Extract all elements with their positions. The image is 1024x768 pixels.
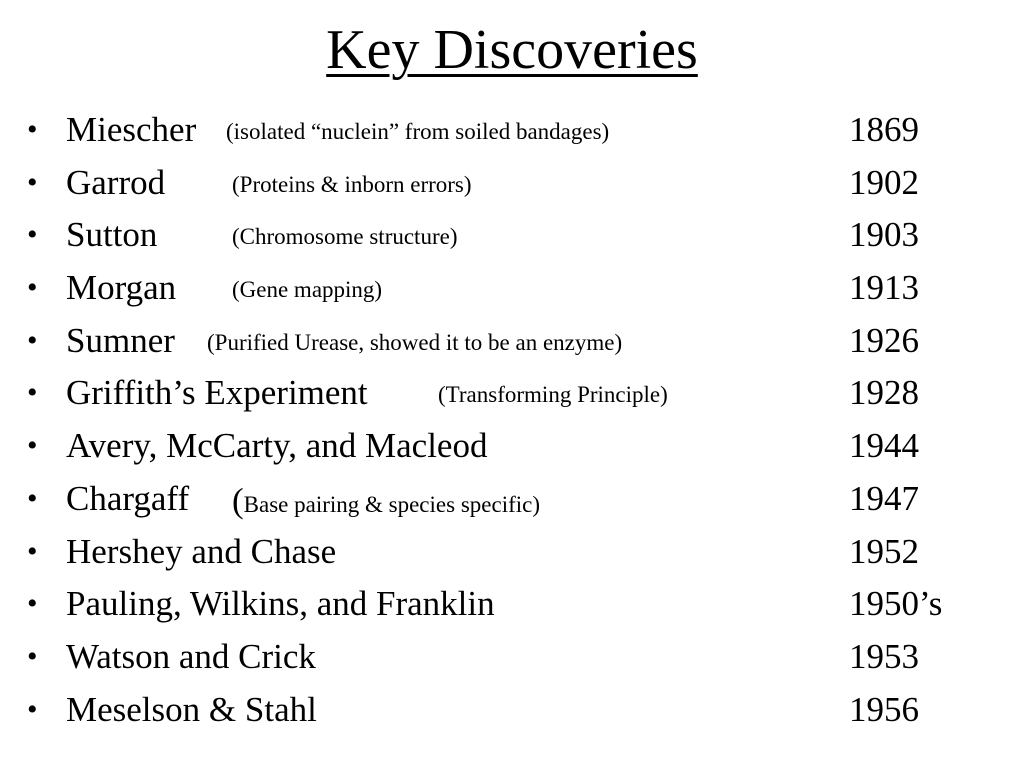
item-name: Morgan xyxy=(66,268,177,308)
list-item xyxy=(0,104,1024,157)
bullet-icon: • xyxy=(27,481,38,515)
list-item xyxy=(0,367,1024,420)
item-name: Garrod xyxy=(66,162,166,202)
item-note: (Chromosome structure) xyxy=(232,224,458,250)
bullet-icon: • xyxy=(27,639,38,673)
item-name: Chargaff xyxy=(66,478,190,518)
discoveries-list xyxy=(0,104,1024,736)
item-note: (Gene mapping) xyxy=(232,277,383,303)
bullet-icon: • xyxy=(27,113,38,146)
bullet-icon: • xyxy=(27,271,38,305)
item-note: (Proteins & inborn errors) xyxy=(232,171,472,197)
item-year: 1944 xyxy=(849,426,919,466)
item-note xyxy=(232,475,540,531)
list-item xyxy=(0,262,1024,315)
bullet-icon: • xyxy=(27,323,38,357)
item-note: (Transforming Principle) xyxy=(438,382,668,408)
item-name: Griffith’s Experiment xyxy=(66,373,368,413)
item-year: 1902 xyxy=(849,162,919,202)
item-note: (Purified Urease, showed it to be an enzyme) xyxy=(207,329,623,355)
item-year: 1956 xyxy=(849,689,919,729)
item-year: 1869 xyxy=(849,110,919,149)
item-year: 1953 xyxy=(849,636,919,676)
list-item xyxy=(0,209,1024,262)
bullet-icon: • xyxy=(27,587,38,621)
bullet-icon: • xyxy=(27,692,38,726)
item-year: 1950’s xyxy=(849,584,943,624)
item-name: Sumner xyxy=(66,320,175,360)
item-year: 1952 xyxy=(849,531,919,571)
item-name: Pauling, Wilkins, and Franklin xyxy=(66,584,495,624)
bullet-icon: • xyxy=(27,429,38,463)
item-name: Avery, McCarty, and Macleod xyxy=(66,426,488,466)
list-item xyxy=(0,684,1024,737)
item-note-text: Base pairing & species specific) xyxy=(243,491,540,517)
item-note: (isolated “nuclein” from soiled bandages) xyxy=(226,119,610,144)
list-item xyxy=(0,631,1024,684)
item-year: 1913 xyxy=(849,268,919,308)
list-item xyxy=(0,420,1024,473)
bullet-icon: • xyxy=(27,376,38,410)
item-year: 1947 xyxy=(849,478,919,518)
item-name: Watson and Crick xyxy=(66,636,316,676)
list-item xyxy=(0,157,1024,210)
item-year: 1928 xyxy=(849,373,919,413)
item-year: 1903 xyxy=(849,215,919,255)
item-note-open-paren: ( xyxy=(232,480,244,520)
item-name: Hershey and Chase xyxy=(66,531,337,571)
item-name: Miescher xyxy=(66,110,197,149)
list-item xyxy=(0,578,1024,631)
list-item xyxy=(0,473,1024,526)
bullet-icon: • xyxy=(27,534,38,568)
list-item xyxy=(0,526,1024,579)
slide-title: Key Discoveries xyxy=(326,19,698,81)
item-name: Sutton xyxy=(66,215,158,255)
list-item xyxy=(0,315,1024,368)
item-year: 1926 xyxy=(849,320,919,360)
item-name: Meselson & Stahl xyxy=(66,689,317,729)
bullet-icon: • xyxy=(27,165,38,199)
bullet-icon: • xyxy=(27,218,38,252)
